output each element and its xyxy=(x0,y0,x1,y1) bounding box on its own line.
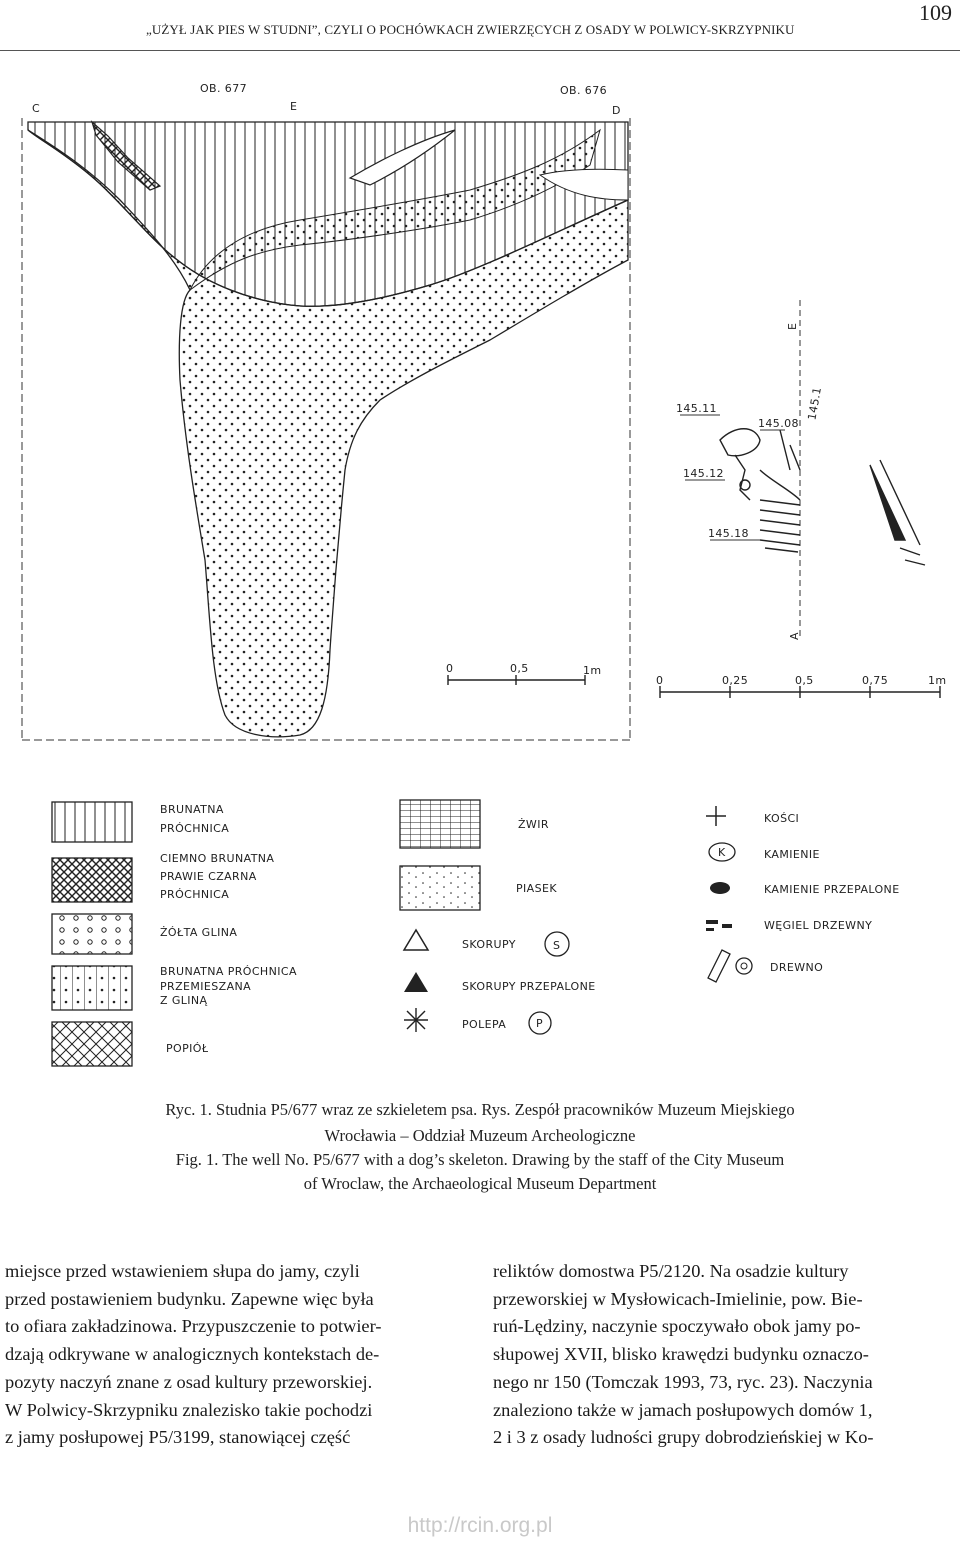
legend-burnt-stones: KAMIENIE PRZEPALONE xyxy=(764,883,900,896)
scale-left-half: 0,5 xyxy=(510,662,529,675)
right-line: znaleziono także w jamach posłupowych domów 1, xyxy=(493,1399,873,1420)
left-column xyxy=(5,1258,469,1452)
scale-right-1m: 1m xyxy=(928,674,947,687)
legend-charcoal: WĘGIEL DRZEWNY xyxy=(764,919,873,932)
label-d: D xyxy=(612,104,621,117)
scale-left-0: 0 xyxy=(446,662,454,675)
left-line: przed postawieniem budynku. Zapewne więc była xyxy=(5,1288,374,1309)
legend-brown-humus-l1: BRUNATNA xyxy=(160,803,224,816)
label-e: E xyxy=(290,100,298,113)
legend-mixed-l1: BRUNATNA PRÓCHNICA xyxy=(160,965,297,978)
cross-icon xyxy=(706,806,726,826)
left-line: z jamy posłupowej P5/3199, stanowiącej część xyxy=(5,1427,351,1448)
figure xyxy=(0,60,960,1085)
legend-wood: DREWNO xyxy=(770,961,824,974)
legend-swatch-mixed xyxy=(52,966,132,1010)
left-line: to ofiara zakładzinowa. Przypuszczenie to potwier- xyxy=(5,1316,382,1337)
charcoal-icon xyxy=(706,920,732,931)
right-line: ruń-Lędziny, naczynie spoczywało obok jamy po- xyxy=(493,1316,861,1337)
legend-sand: PIASEK xyxy=(516,882,557,895)
legend-swatch-brown-humus xyxy=(52,802,132,842)
legend-mixed-l3: Z GLINĄ xyxy=(160,994,208,1007)
elevation-4: 145.18 xyxy=(708,527,749,540)
label-ob677: OB. 677 xyxy=(200,82,247,95)
watermark: http://rcin.org.pl xyxy=(407,1514,553,1537)
legend-dark-humus-l3: PRÓCHNICA xyxy=(160,888,230,901)
scale-right-075: 0,75 xyxy=(862,674,889,687)
legend-yellow-clay: ŻÓŁTA GLINA xyxy=(160,926,238,939)
right-column xyxy=(493,1258,958,1452)
legend-dark-humus-l1: CIEMNO BRUNATNA xyxy=(160,852,275,865)
scale-bar-left xyxy=(448,675,585,685)
skeleton-label-a: A xyxy=(788,632,801,640)
label-c: C xyxy=(32,102,41,115)
right-line: przeworskiej w Mysłowicach-Imielinie, pow. Bie- xyxy=(493,1288,863,1309)
elevation-2: 145.08 xyxy=(758,417,799,430)
scale-right-025: 0,25 xyxy=(722,674,749,687)
caption-en-1: Fig. 1. The well No. P5/677 with a dog’s skeleton. Drawing by the staff of the City Museum xyxy=(175,1150,785,1169)
legend-swatch-gravel xyxy=(400,800,480,848)
running-title: „UŻYŁ JAK PIES W STUDNI”, CZYLI O POCHÓWKACH ZWIERZĘCYCH Z OSADY W POLWICY-SKRZYPNIKU xyxy=(146,22,795,37)
scale-left-1m: 1m xyxy=(583,664,602,677)
elevation-1: 145.11 xyxy=(676,402,717,415)
burnt-stone-icon xyxy=(710,882,730,894)
legend-sherds: SKORUPY xyxy=(462,938,516,951)
wood-icon xyxy=(708,950,730,982)
scale-bar-right xyxy=(660,686,940,698)
asterisk-icon xyxy=(404,1008,428,1032)
left-line: pozyty naczyń znane z osad kultury przeworskiej. xyxy=(5,1371,373,1392)
scale-right-0: 0 xyxy=(656,674,664,687)
elevation-3: 145.12 xyxy=(683,467,724,480)
legend-daub: POLEPA xyxy=(462,1018,507,1031)
legend-swatch-dark-humus xyxy=(52,858,132,902)
mark-k: K xyxy=(718,846,726,859)
legend-stones: KAMIENIE xyxy=(764,848,820,861)
north-arrow-icon xyxy=(870,460,925,565)
label-ob676: OB. 676 xyxy=(560,84,607,97)
left-line: miejsce przed wstawieniem słupa do jamy, czyli xyxy=(5,1261,360,1281)
legend-swatch-ash xyxy=(52,1022,132,1066)
page-number: 109 xyxy=(919,0,952,25)
right-line: słupowej XVII, blisko krawędzi budynku oznaczo- xyxy=(493,1344,869,1365)
triangle-icon xyxy=(404,930,428,950)
mark-p: P xyxy=(536,1017,544,1030)
filled-triangle-icon xyxy=(404,972,428,992)
header-rule xyxy=(0,50,960,51)
caption-pl-1: Ryc. 1. Studnia P5/677 wraz ze szkieletem psa. Rys. Zespół pracowników Muzeum Miejskiego xyxy=(165,1100,795,1119)
legend-swatch-sand xyxy=(400,866,480,910)
right-line: nego nr 150 (Tomczak 1993, 73, ryc. 23). Naczynia xyxy=(493,1371,873,1392)
skeleton-label-e: E xyxy=(786,322,799,330)
legend-dark-humus-l2: PRAWIE CZARNA xyxy=(160,870,257,883)
right-line: 2 i 3 z osady ludności grupy dobrodzieńskiej w Ko- xyxy=(493,1427,874,1448)
well-drawing xyxy=(0,60,960,1085)
right-line: reliktów domostwa P5/2120. Na osadzie kultury xyxy=(493,1261,849,1281)
legend-bones: KOŚCI xyxy=(764,812,800,825)
caption-pl-2: Wrocławia – Oddział Muzeum Archeologiczne xyxy=(324,1126,636,1145)
legend-burnt-sherds: SKORUPY PRZEPALONE xyxy=(462,980,596,993)
mark-s: S xyxy=(553,939,561,952)
caption-en-2: of Wroclaw, the Archaeological Museum Department xyxy=(303,1174,657,1193)
legend-swatch-yellow-clay xyxy=(52,914,132,954)
wood-ring-icon xyxy=(736,958,752,974)
legend-brown-humus-l2: PRÓCHNICA xyxy=(160,822,230,835)
elevation-5: 145.1 xyxy=(805,385,825,422)
left-line: W Polwicy-Skrzypniku znalezisko takie pochodzi xyxy=(5,1399,373,1420)
scale-right-05: 0,5 xyxy=(795,674,814,687)
legend-gravel: ŻWIR xyxy=(518,818,549,831)
left-line: dzają odkrywane w analogicznych kontekstach de- xyxy=(5,1344,380,1365)
legend-mixed-l2: PRZEMIESZANA xyxy=(160,980,252,993)
legend-ash: POPIÓŁ xyxy=(166,1042,209,1055)
